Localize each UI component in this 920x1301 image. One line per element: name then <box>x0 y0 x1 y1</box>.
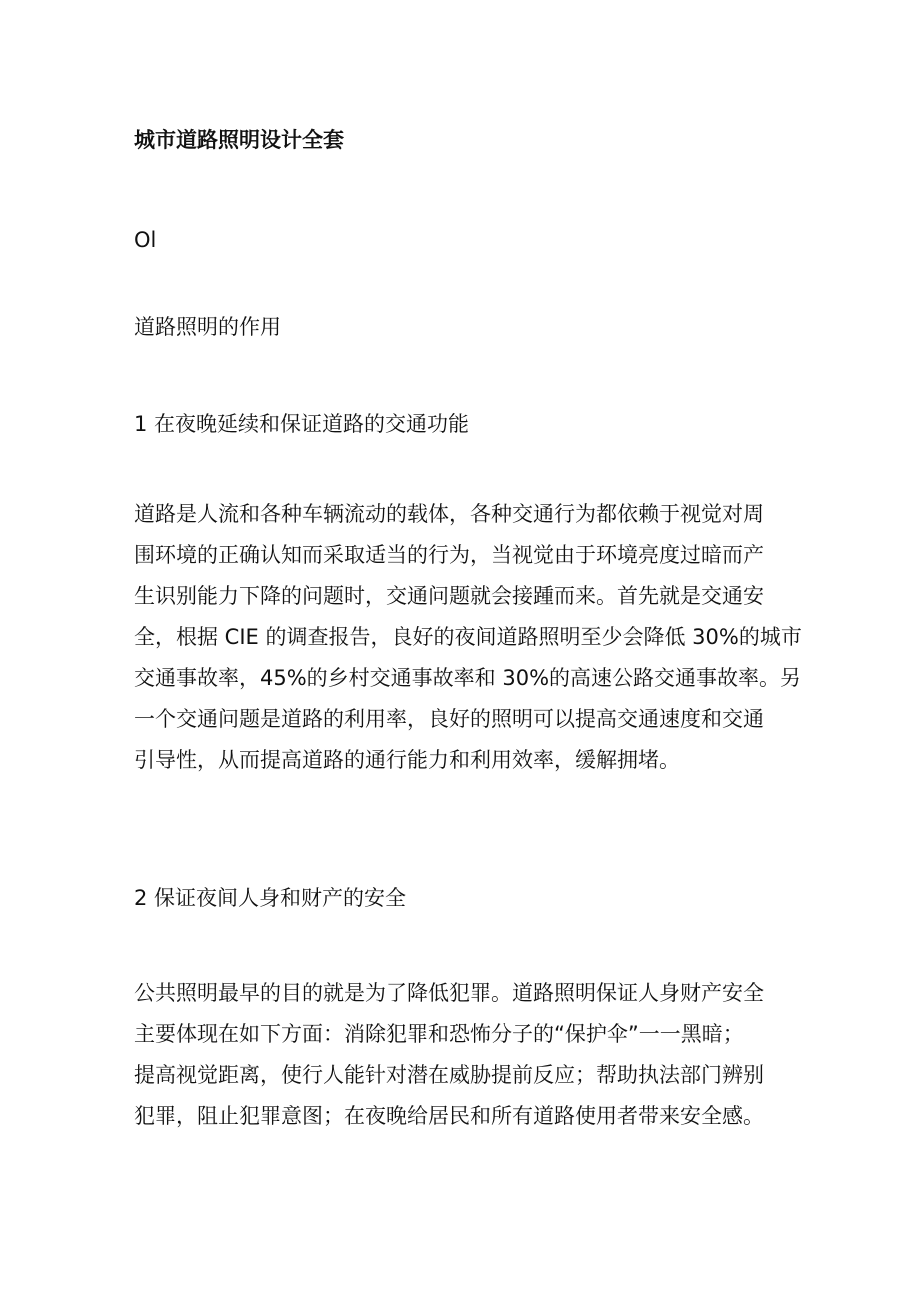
item1-paragraph <box>134 494 802 781</box>
paragraph-line: 主要体现在如下方面：消除犯罪和恐怖分子的“保护伞”一一黑暗； <box>134 1022 744 1046</box>
paragraph-line: 围环境的正确认知而采取适当的行为，当视觉由于环境亮度过暗而产 <box>134 543 764 567</box>
item1-heading: 1 在夜晚延续和保证道路的交通功能 <box>134 412 470 436</box>
paragraph-line: 全，根据 CIE 的调查报告，良好的夜间道路照明至少会降低 30%的城市 <box>134 625 802 649</box>
item2-paragraph <box>134 973 794 1137</box>
paragraph-line: 犯罪，阻止犯罪意图；在夜晚给居民和所有道路使用者带来安全感。 <box>134 1104 764 1128</box>
paragraph-line: 生识别能力下降的问题时，交通问题就会接踵而来。首先就是交通安 <box>134 584 764 608</box>
item2-heading: 2 保证夜间人身和财产的安全 <box>134 886 407 910</box>
paragraph-line: 公共照明最早的目的就是为了降低犯罪。道路照明保证人身财产安全 <box>134 981 764 1005</box>
paragraph-line: 交通事故率，45%的乡村交通事故率和 30%的高速公路交通事故率。另 <box>134 666 802 690</box>
paragraph-line: 引导性，从而提高道路的通行能力和利用效率，缓解拥堵。 <box>134 748 680 772</box>
section-heading: 道路照明的作用 <box>134 315 281 339</box>
document-title: 城市道路照明设计全套 <box>134 128 344 152</box>
section-number: Ol <box>134 228 157 252</box>
paragraph-line: 道路是人流和各种车辆流动的载体，各种交通行为都依赖于视觉对周 <box>134 502 764 526</box>
paragraph-line: 一个交通问题是道路的利用率，良好的照明可以提高交通速度和交通 <box>134 707 764 731</box>
paragraph-line: 提高视觉距离，使行人能针对潜在威胁提前反应；帮助执法部门辨别 <box>134 1063 764 1087</box>
